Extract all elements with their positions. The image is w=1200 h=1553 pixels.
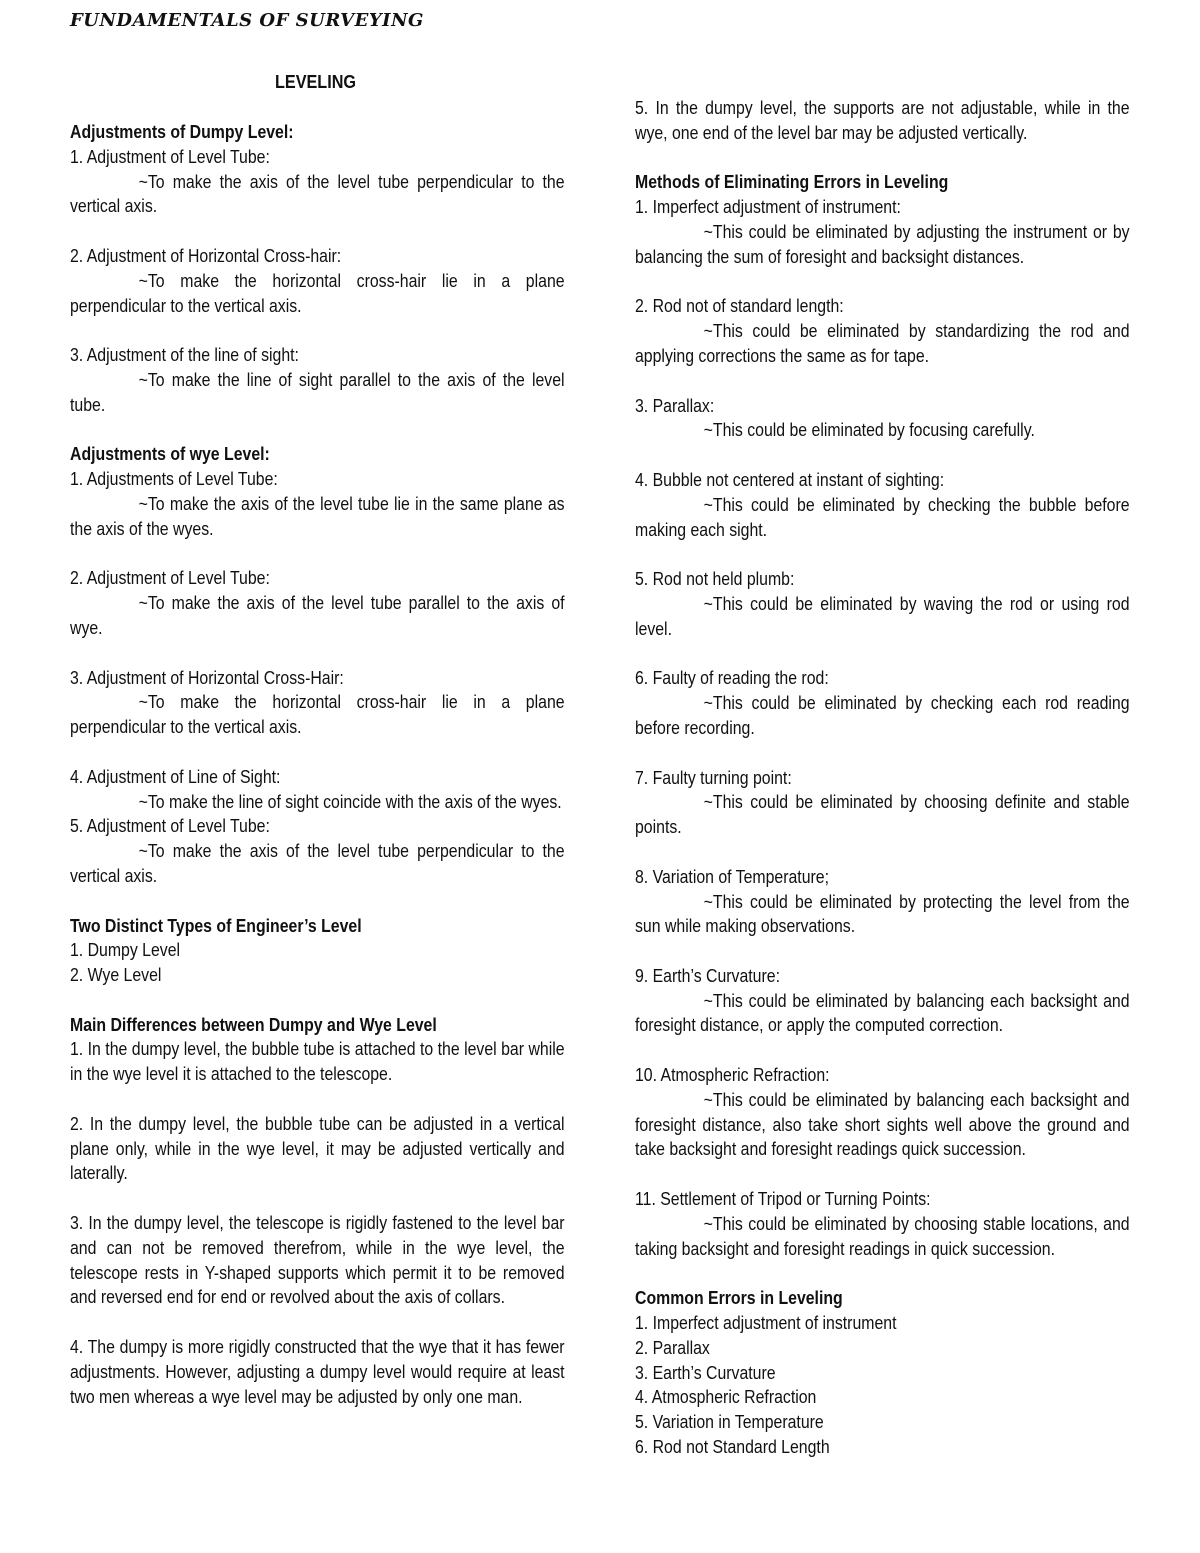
- item-title: 3. Adjustment of Horizontal Cross-Hair:: [70, 667, 344, 688]
- list-item: 4. Atmospheric Refraction: [635, 1387, 817, 1408]
- left-column: [70, 120, 565, 1409]
- methods-section: [635, 170, 1130, 1261]
- list-item: [635, 1063, 1130, 1162]
- list-item: [635, 865, 1130, 939]
- item-title: 11. Settlement of Tripod or Turning Points:: [635, 1189, 931, 1210]
- list-item: 1. Imperfect adjustment of instrument: [635, 1313, 897, 1334]
- list-item: 1. Dumpy Level: [70, 940, 181, 961]
- item-description: ~This could be eliminated by checking the bubble before making each sight.: [635, 494, 1130, 540]
- list-item: 5. Variation in Temperature: [635, 1412, 824, 1433]
- item-title: 2. Adjustment of Level Tube:: [70, 568, 270, 589]
- list-item: 3. Earth’s Curvature: [635, 1362, 776, 1383]
- item-description: ~To make the horizontal cross-hair lie in a plane perpendicular to the vertical axis.: [70, 270, 565, 316]
- item-title: 6. Faulty of reading the rod:: [635, 668, 829, 689]
- item-description: ~This could be eliminated by balancing each backsight and foresight distance, also take short sights well above the ground and take backsight and foresight readings quick succession.: [635, 1089, 1130, 1160]
- item-description: ~This could be eliminated by focusing carefully.: [703, 420, 1035, 441]
- list-item: [635, 294, 1130, 368]
- list-item: 3. In the dumpy level, the telescope is rigidly fastened to the level bar and can not be removed therefrom, while in the wye level, the telescope rests in Y-shaped supports which permit it to be removed and reversed end for end or revolved about the axis of collars.: [70, 1213, 565, 1308]
- item-title: 8. Variation of Temperature;: [635, 866, 830, 887]
- item-title: 4. Adjustment of Line of Sight:: [70, 766, 281, 787]
- list-item: [635, 766, 1130, 840]
- section-heading: Adjustments of wye Level:: [70, 444, 270, 465]
- item-title: 9. Earth’s Curvature:: [635, 965, 780, 986]
- item-description: ~This could be eliminated by waving the rod or using rod level.: [635, 593, 1130, 639]
- list-item: [70, 814, 565, 888]
- list-item: [70, 467, 565, 541]
- item-title: 3. Adjustment of the line of sight:: [70, 345, 299, 366]
- item-description: ~This could be eliminated by protecting the level from the sun while making observations.: [635, 891, 1130, 937]
- item-description: ~To make the line of sight parallel to the axis of the level tube.: [70, 369, 565, 415]
- course-title: FUNDAMENTALS OF SURVEYING: [70, 10, 424, 31]
- section-heading: Common Errors in Leveling: [635, 1288, 843, 1309]
- list-item: [70, 666, 565, 740]
- list-item: 5. In the dumpy level, the supports are not adjustable, while in the wye, one end of the level bar may be adjusted vertically.: [635, 98, 1130, 143]
- item-title: 5. Rod not held plumb:: [635, 569, 795, 590]
- list-item: [635, 567, 1130, 641]
- section-heading: Two Distinct Types of Engineer’s Level: [70, 915, 362, 936]
- item-description: ~This could be eliminated by choosing stable locations, and taking backsight and foresight readings in quick succession.: [635, 1213, 1130, 1259]
- item-description: ~To make the axis of the level tube perpendicular to the vertical axis.: [70, 841, 565, 886]
- list-item: 2. Wye Level: [70, 965, 162, 986]
- list-item: [635, 1187, 1130, 1261]
- list-item: [635, 964, 1130, 1038]
- list-item: 2. In the dumpy level, the bubble tube can be adjusted in a vertical plane only, while in the wye level, it may be adjusted vertically and laterally.: [70, 1113, 565, 1184]
- list-item: [635, 666, 1130, 740]
- item-title: 4. Bubble not centered at instant of sighting:: [635, 469, 945, 490]
- item-description: ~This could be eliminated by checking each rod reading before recording.: [635, 693, 1130, 738]
- list-item: [70, 765, 565, 815]
- list-item: [70, 343, 565, 417]
- item-description: ~This could be eliminated by choosing definite and stable points.: [635, 792, 1130, 838]
- item-title: 1. Adjustments of Level Tube:: [70, 469, 278, 490]
- item-title: 10. Atmospheric Refraction:: [635, 1065, 830, 1086]
- common-errors-section: [635, 1286, 1130, 1460]
- item-description: ~This could be eliminated by standardizing the rod and applying corrections the same as for tape.: [635, 321, 1130, 366]
- list-item: 4. The dumpy is more rigidly constructed that the wye that it has fewer adjustments. However, adjusting a dumpy level would require at least two men whereas a wye level may be adjusted by only one man.: [70, 1337, 565, 1407]
- list-item: [635, 195, 1130, 269]
- list-item: [70, 244, 565, 318]
- list-item: 2. Parallax: [635, 1337, 710, 1358]
- item-description: ~To make the horizontal cross-hair lie in a plane perpendicular to the vertical axis.: [70, 692, 565, 738]
- list-item: [70, 566, 565, 640]
- item-title: 1. Imperfect adjustment of instrument:: [635, 197, 901, 218]
- differences-section: [70, 1013, 565, 1410]
- wye-adjustments-section: [70, 442, 565, 888]
- list-item: 1. In the dumpy level, the bubble tube is attached to the level bar while in the wye level it is attached to the telescope.: [70, 1039, 565, 1085]
- item-title: 2. Rod not of standard length:: [635, 296, 844, 317]
- item-description: ~This could be eliminated by balancing each backsight and foresight distance, or apply the computed correction.: [635, 990, 1130, 1036]
- item-title: 5. Adjustment of Level Tube:: [70, 816, 270, 837]
- item-title: 1. Adjustment of Level Tube:: [70, 146, 270, 167]
- document-title: LEVELING: [275, 72, 357, 92]
- item-description: ~This could be eliminated by adjusting the instrument or by balancing the sum of foresight and backsight distances.: [635, 221, 1130, 267]
- item-description: ~To make the axis of the level tube lie in the same plane as the axis of the wyes.: [70, 493, 565, 539]
- item-description: ~To make the axis of the level tube perpendicular to the vertical axis.: [70, 171, 565, 217]
- dumpy-adjustments-section: [70, 120, 565, 418]
- section-heading: Methods of Eliminating Errors in Leveling: [635, 172, 949, 193]
- item-description: ~To make the line of sight coincide with the axis of the wyes.: [138, 791, 562, 812]
- right-column: [635, 96, 1130, 1460]
- level-types-section: [70, 914, 565, 988]
- item-title: 2. Adjustment of Horizontal Cross-hair:: [70, 245, 342, 266]
- item-title: 7. Faulty turning point:: [635, 767, 792, 788]
- list-item: [70, 145, 565, 219]
- list-item: 6. Rod not Standard Length: [635, 1437, 830, 1458]
- item-title: 3. Parallax:: [635, 395, 715, 416]
- section-heading: Main Differences between Dumpy and Wye Level: [70, 1014, 437, 1035]
- list-item: [635, 468, 1130, 542]
- list-item: [635, 394, 1130, 444]
- item-description: ~To make the axis of the level tube parallel to the axis of wye.: [70, 593, 565, 638]
- section-heading: Adjustments of Dumpy Level:: [70, 122, 294, 142]
